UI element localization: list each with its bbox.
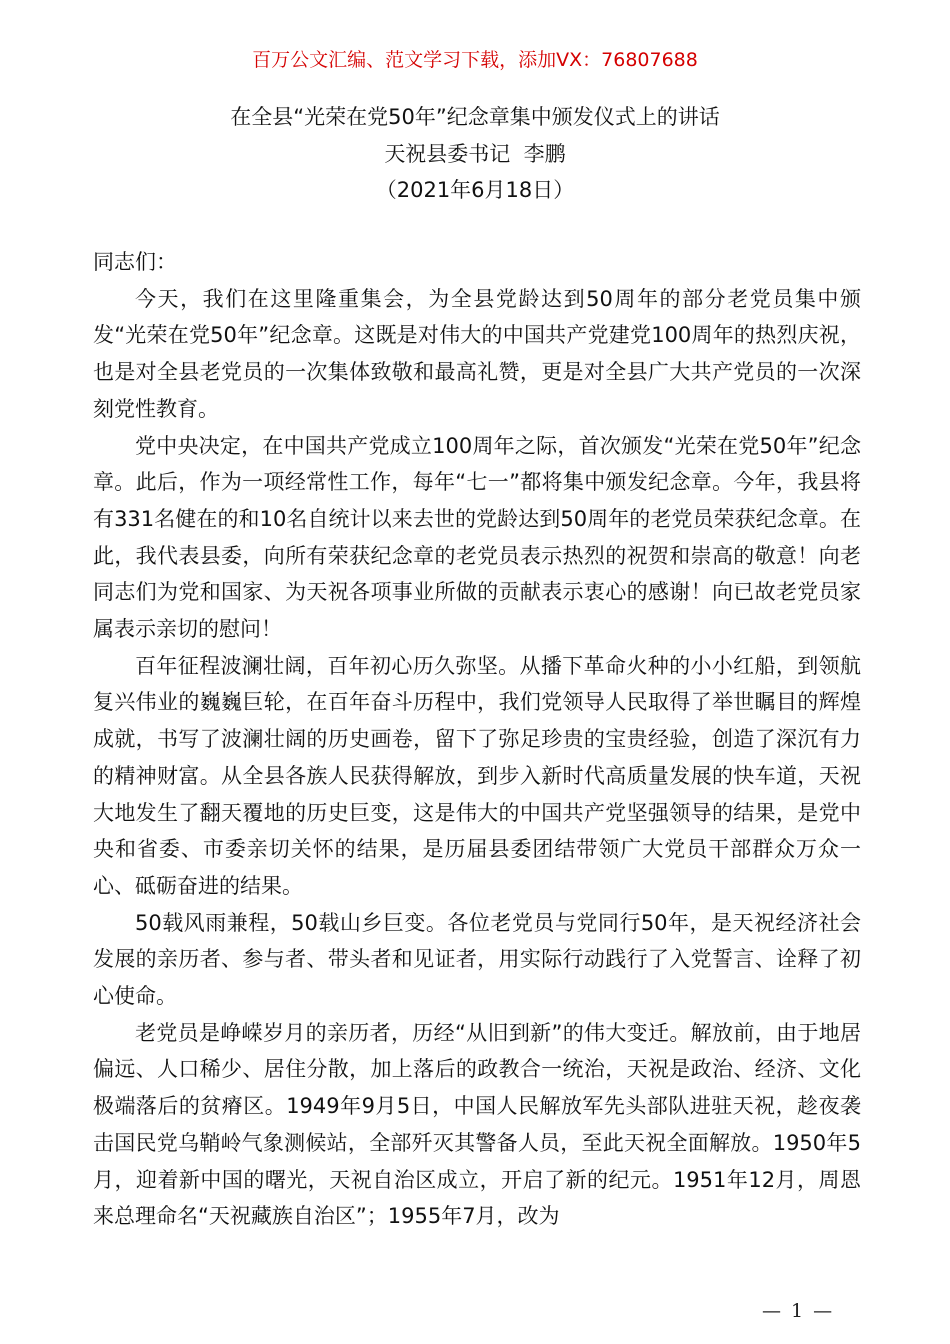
page-number: — 1 — — [762, 1300, 835, 1322]
paragraph-1: 今天，我们在这里隆重集会，为全县党龄达到50周年的部分老党员集中颁发“光荣在党50年”纪念章。这既是对伟大的中国共产党建党100周年的热烈庆祝，也是对全县老党员的一次集体致敬和最高礼赞，更是对全县广大共产党员的一次深刻党性教育。 — [93, 286, 861, 421]
paragraph-5: 老党员是峥嵘岁月的亲历者，历经“从旧到新”的伟大变迁。解放前，由于地居偏远、人口稀少、居住分散，加上落后的政教合一统治，天祝是政治、经济、文化极端落后的贫瘠区。1949年9月5日，中国人民解放军先头部队进驻天祝，趁夜袭击国民党乌鞘岭气象测候站，全部歼灭其警备人员，至此天祝全面解放。1950年5月，迎着新中国的曙光，天祝自治区成立，开启了新的纪元。1951年12月，周恩来总理命名“天祝藏族自治区”；1955年7月，改为 — [93, 1020, 861, 1229]
title-block — [0, 99, 950, 209]
speech-date: （2021年6月18日） — [375, 178, 575, 202]
paragraph-2: 党中央决定，在中国共产党成立100周年之际，首次颁发“光荣在党50年”纪念章。此后，作为一项经常性工作，每年“七一”都将集中颁发纪念章。今年，我县将有331名健在的和10名自统计以来去世的党龄达到50周年的老党员荣获纪念章。在此，我代表县委，向所有荣获纪念章的老党员表示热烈的祝贺和崇高的敬意！向老同志们为党和国家、为天祝各项事业所做的贡献表示衷心的感谢！向已故老党员家属表示亲切的慰问！ — [93, 433, 861, 642]
salutation: 同志们： — [93, 250, 177, 274]
speech-title: 在全县“光荣在党50年”纪念章集中颁发仪式上的讲话 — [230, 105, 720, 129]
paragraph-4: 50载风雨兼程，50载山乡巨变。各位老党员与党同行50年，是天祝经济社会发展的亲历者、参与者、带头者和见证者，用实际行动践行了入党誓言、诠释了初心使命。 — [93, 910, 861, 1009]
header-banner: 百万公文汇编、范文学习下载，添加VX：76807688 — [252, 49, 698, 71]
speaker-line: 天祝县委书记 李鹏 — [384, 141, 566, 166]
paragraph-3: 百年征程波澜壮阔，百年初心历久弥坚。从播下革命火种的小小红船，到领航复兴伟业的巍巍巨轮，在百年奋斗历程中，我们党领导人民取得了举世瞩目的辉煌成就，书写了波澜壮阔的历史画卷，留下了弥足珍贵的宝贵经验，创造了深沉有力的精神财富。从全县各族人民获得解放，到步入新时代高质量发展的快车道，天祝大地发生了翻天覆地的历史巨变，这是伟大的中国共产党坚强领导的结果，是党中央和省委、市委亲切关怀的结果，是历届县委团结带领广大党员干部群众万众一心、砥砺奋进的结果。 — [93, 653, 861, 898]
speech-body — [93, 244, 861, 1235]
